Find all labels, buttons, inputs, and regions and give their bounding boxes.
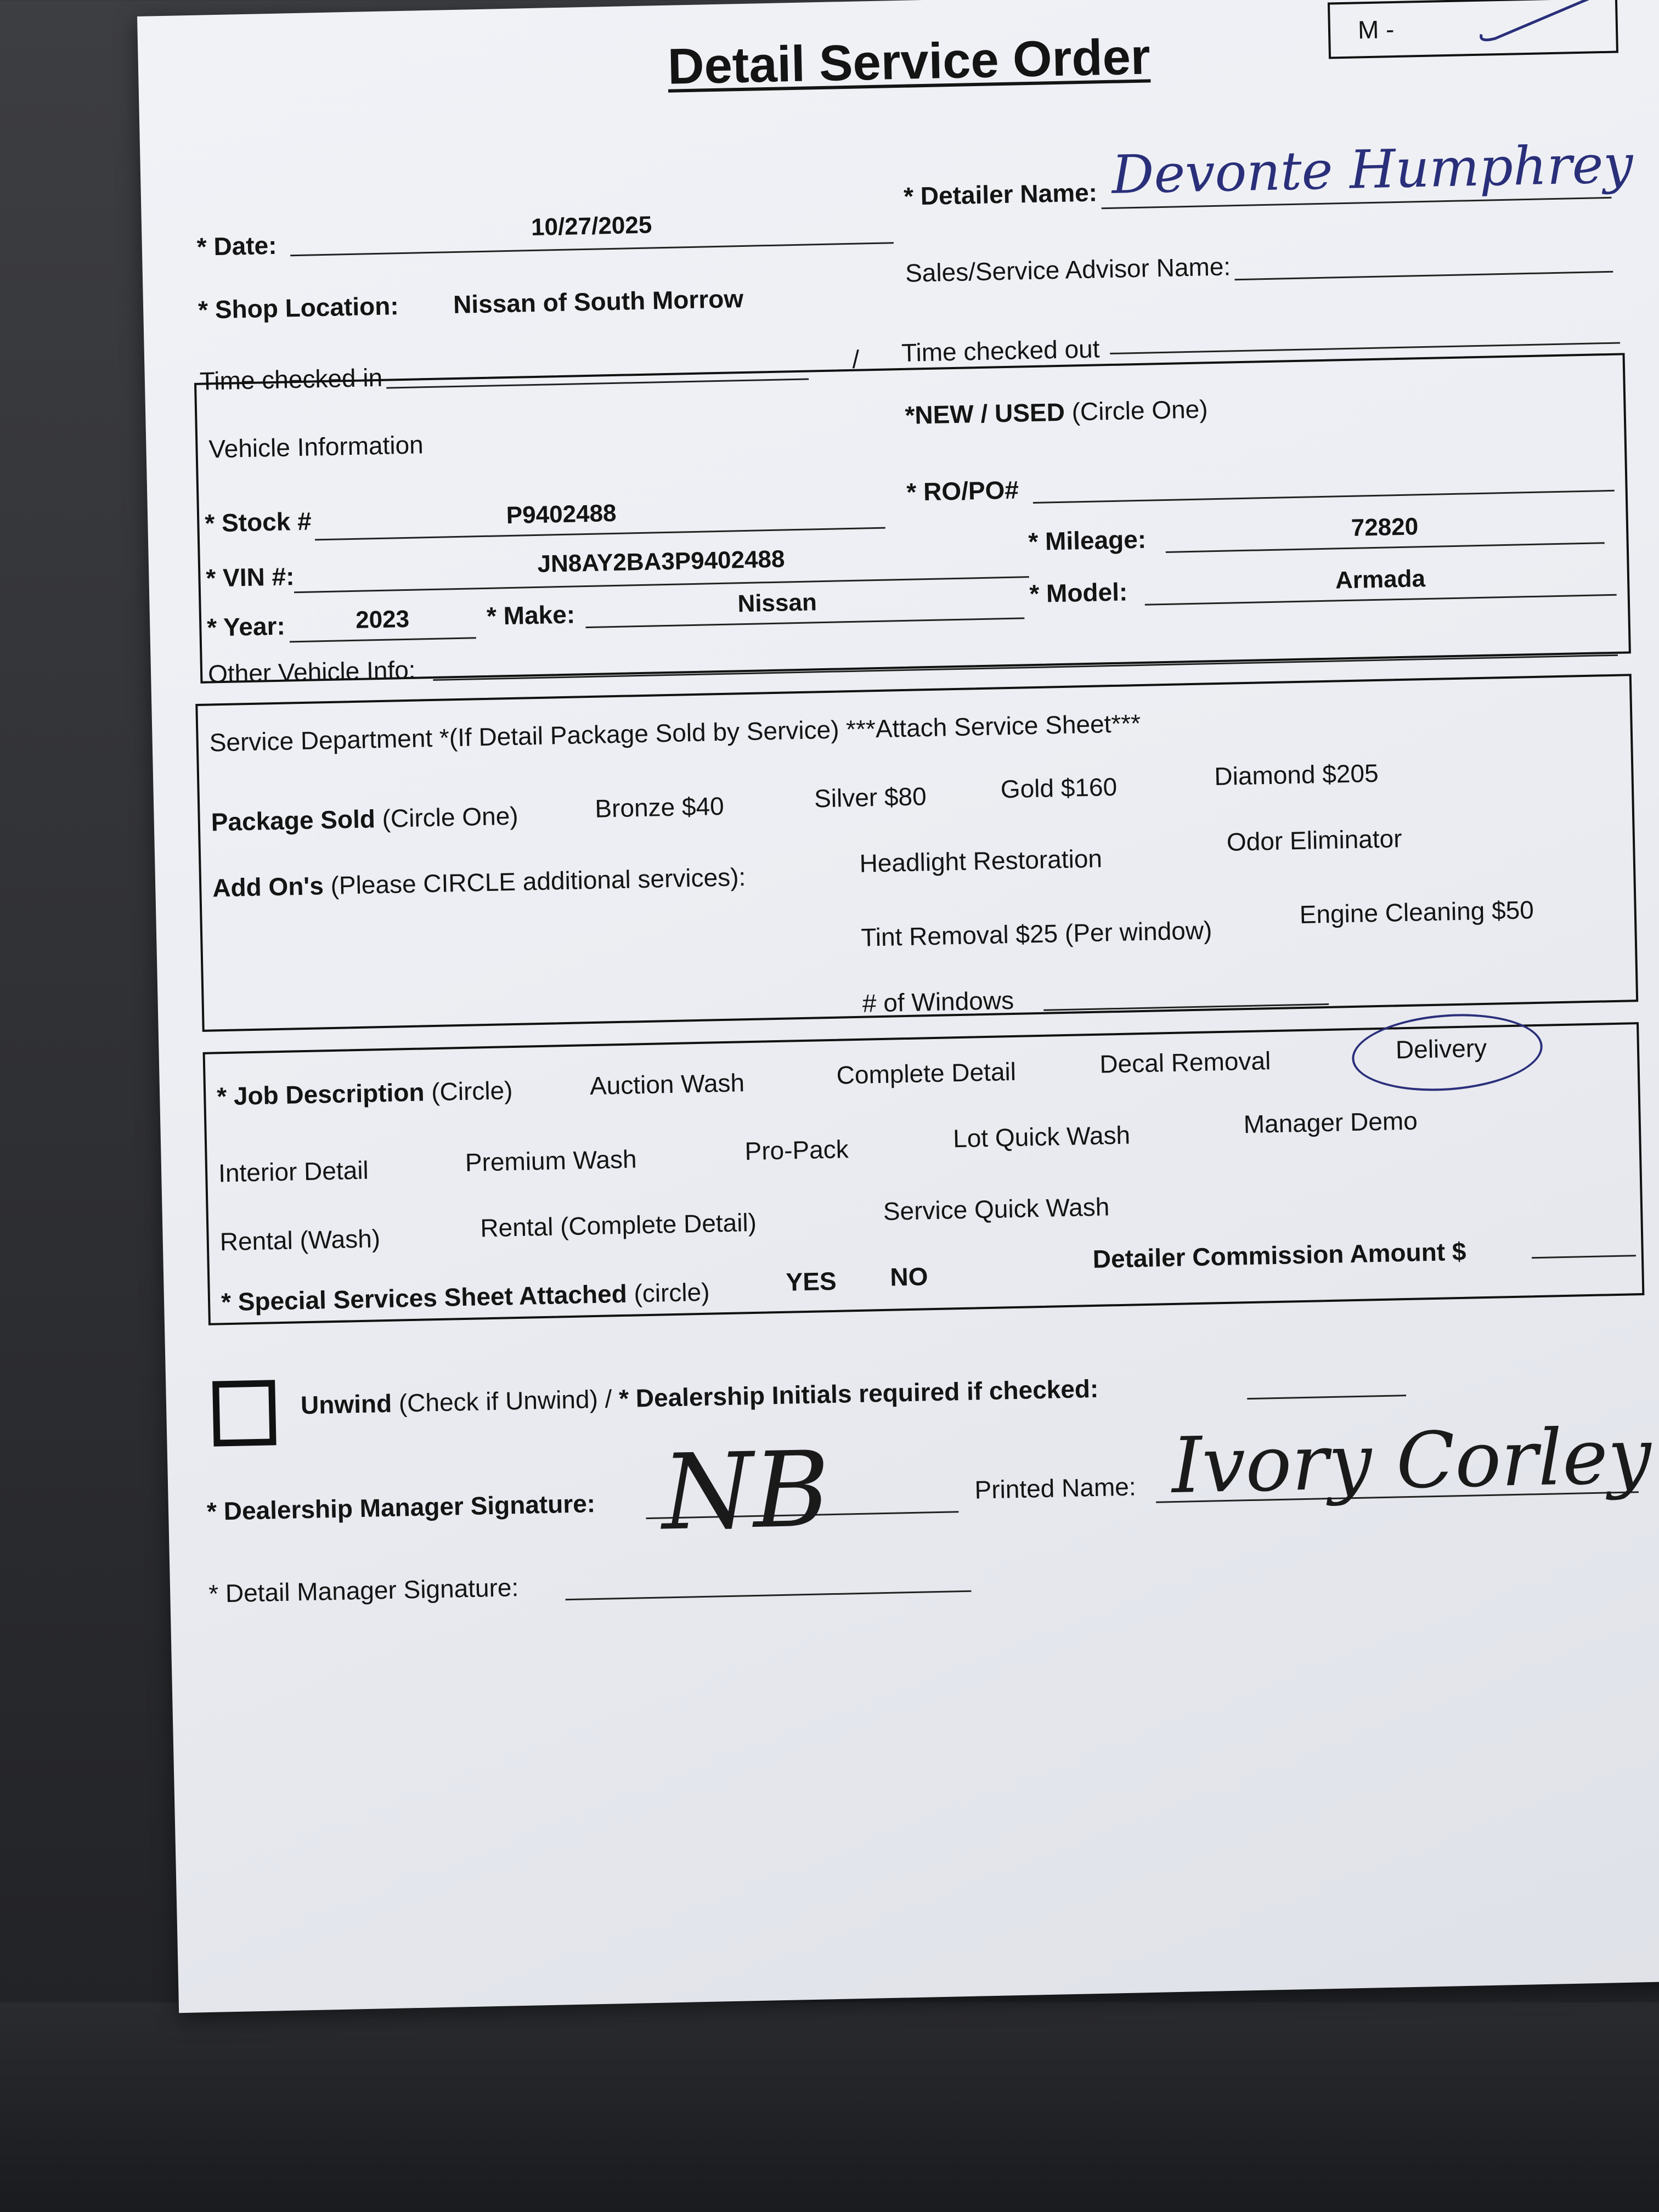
m-box-label: M - — [1357, 15, 1395, 44]
job-manager-demo: Manager Demo — [1243, 1106, 1418, 1139]
package-bronze: Bronze $40 — [594, 791, 725, 823]
addon-engine: Engine Cleaning $50 — [1299, 895, 1534, 929]
windows-line — [1043, 1003, 1329, 1011]
addons-bold: Add On's — [212, 871, 324, 902]
time-out-label: Time checked out — [901, 334, 1100, 367]
job-description-label — [217, 1075, 513, 1111]
make-label: * Make: — [486, 600, 575, 630]
ro-po-line — [1033, 490, 1615, 504]
special-no: NO — [889, 1262, 928, 1291]
printed-name-value: Ivory Corley — [1171, 1411, 1652, 1511]
job-description-bold: * Job Description — [216, 1077, 425, 1111]
vehicle-info-heading: Vehicle Information — [208, 430, 424, 464]
shop-label: * Shop Location: — [198, 291, 399, 324]
date-value: 10/27/2025 — [531, 211, 652, 241]
stock-label: * Stock # — [204, 506, 312, 538]
vin-label: * VIN #: — [205, 562, 295, 592]
addon-headlight: Headlight Restoration — [859, 844, 1103, 878]
dealership-manager-label: * Dealership Manager Signature: — [206, 1489, 596, 1526]
job-description-rest: (Circle) — [431, 1076, 513, 1107]
date-label: * Date: — [196, 230, 278, 261]
package-silver: Silver $80 — [814, 782, 927, 813]
job-decal-removal: Decal Removal — [1099, 1046, 1271, 1079]
service-order-sheet — [137, 0, 1659, 2013]
detailer-label: * Detailer Name: — [903, 178, 1098, 211]
addon-odor: Odor Eliminator — [1226, 824, 1402, 856]
shop-value: Nissan of South Morrow — [453, 284, 744, 319]
job-description-box — [203, 1022, 1645, 1325]
package-sold-label — [211, 801, 518, 837]
job-rental-wash: Rental (Wash) — [219, 1224, 381, 1256]
unwind-bold: Unwind — [300, 1389, 392, 1420]
package-sold-bold: Package Sold — [211, 804, 376, 837]
addons-rest: (Please CIRCLE additional services): — [330, 862, 746, 900]
job-pro-pack: Pro-Pack — [744, 1135, 849, 1166]
other-vehicle-line — [433, 654, 1618, 681]
windows-label: # of Windows — [862, 985, 1014, 1018]
new-used-label — [905, 394, 1208, 430]
job-rental-complete: Rental (Complete Detail) — [479, 1207, 757, 1243]
advisor-label: Sales/Service Advisor Name: — [905, 252, 1231, 287]
printed-name-label: Printed Name: — [974, 1472, 1137, 1504]
vin-value: JN8AY2BA3P9402488 — [537, 545, 785, 578]
job-lot-quick-wash: Lot Quick Wash — [952, 1120, 1131, 1153]
initials-line — [1247, 1395, 1406, 1400]
package-diamond: Diamond $205 — [1214, 758, 1379, 791]
new-used-bold: *NEW / USED — [904, 397, 1065, 430]
delivery-circle-mark — [1349, 1008, 1545, 1097]
ro-po-label: * RO/PO# — [906, 475, 1019, 506]
detail-manager-label: * Detail Manager Signature: — [208, 1573, 519, 1608]
time-out-line — [1110, 342, 1620, 354]
special-services-rest: (circle) — [633, 1277, 710, 1308]
addons-label — [212, 862, 746, 902]
detail-manager-line — [566, 1590, 972, 1600]
commission-label: Detailer Commission Amount $ — [1092, 1237, 1466, 1274]
m-box — [1328, 0, 1618, 59]
new-used-rest: (Circle One) — [1071, 394, 1209, 426]
job-premium-wash: Premium Wash — [465, 1144, 637, 1177]
service-heading: Service Department *(If Detail Package Sold by Service) ***Attach Service Sheet*** — [209, 708, 1141, 757]
special-yes: YES — [786, 1266, 837, 1296]
job-interior-detail: Interior Detail — [218, 1155, 369, 1188]
desk-surface — [0, 2002, 1659, 2212]
year-label: * Year: — [206, 611, 286, 642]
time-in-label: Time checked in — [199, 363, 383, 396]
package-gold: Gold $160 — [1000, 772, 1118, 804]
dealership-manager-signature: NB — [661, 1429, 831, 1554]
model-label: * Model: — [1029, 577, 1128, 608]
job-delivery: Delivery — [1395, 1033, 1487, 1064]
package-sold-rest: (Circle One) — [382, 801, 519, 833]
job-service-quick-wash: Service Quick Wash — [883, 1192, 1110, 1226]
service-department-box — [195, 674, 1638, 1032]
job-complete-detail: Complete Detail — [836, 1057, 1017, 1090]
advisor-line — [1234, 271, 1613, 280]
vehicle-info-box — [194, 353, 1631, 689]
m-box-check-mark — [1472, 0, 1616, 51]
special-services-bold: * Special Services Sheet Attached — [221, 1279, 628, 1317]
special-services-label — [221, 1277, 710, 1317]
page-title: Detail Service Order — [667, 29, 1151, 95]
year-value: 2023 — [355, 605, 410, 634]
other-vehicle-label: Other Vehicle Info: — [207, 655, 416, 689]
commission-line — [1532, 1255, 1636, 1259]
unwind-rest: (Check if Unwind) / — [398, 1384, 612, 1418]
job-auction-wash: Auction Wash — [589, 1068, 745, 1101]
unwind-label — [301, 1374, 1099, 1420]
stock-value: P9402488 — [506, 499, 617, 529]
make-value: Nissan — [737, 589, 817, 618]
time-slash: / — [851, 345, 860, 374]
addon-tint: Tint Removal $25 (Per window) — [860, 916, 1212, 952]
model-value: Armada — [1335, 565, 1426, 594]
unwind-checkbox[interactable] — [212, 1380, 276, 1446]
mileage-value: 72820 — [1351, 513, 1419, 541]
year-line — [290, 637, 476, 642]
detailer-signature: Devonte Humphrey — [1111, 133, 1634, 206]
mileage-label: * Mileage: — [1028, 524, 1147, 556]
initials-label: * Dealership Initials required if checked: — [618, 1374, 1099, 1413]
